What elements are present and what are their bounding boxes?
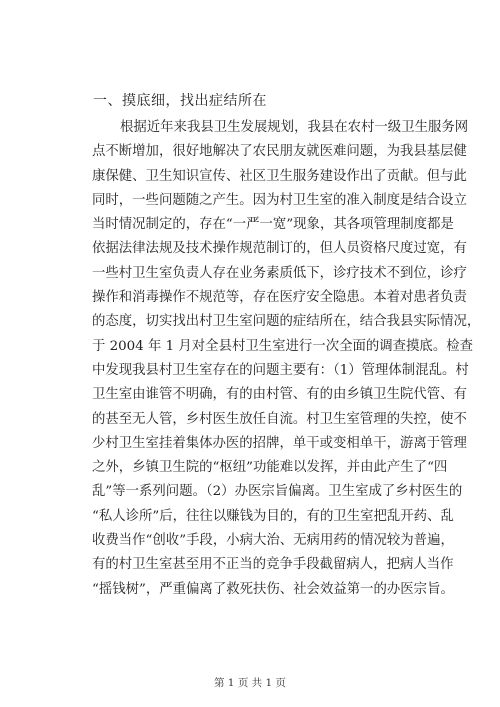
paragraph-line: 依据法律法规及技术操作规范制订的，但人员资格尺度过宽，有 [92, 241, 467, 257]
paragraph-line: 收费当作“创收”手段，小病大治、无病用药的情况较为普遍， [92, 533, 454, 549]
paragraph-line: “私人诊所”后，往往以赚钱为目的，有的卫生室把乱开药、乱 [92, 508, 454, 524]
paragraph-line: 一些村卫生室负责人存在业务素质低下，诊疗技术不到位，诊疗 [92, 265, 467, 281]
paragraph-line: 少村卫生室挂着集体办医的招牌，单干或变相单干，游离于管理 [92, 435, 467, 451]
section-heading: 一、摸底细，找出症结所在 [93, 93, 267, 109]
paragraph-line: 之外，乡镇卫生院的“枢纽”功能难以发挥，并由此产生了“四 [92, 460, 448, 476]
paragraph-line: 乱”等一系列问题。（2）办医宗旨偏离。卫生室成了乡村医生的 [92, 484, 463, 500]
paragraph-line: 的态度，切实找出村卫生室问题的症结所在，结合我县实际情况， [92, 314, 481, 330]
paragraph-line: 有的村卫生室甚至用不正当的竞争手段截留病人，把病人当作 [92, 557, 454, 573]
paragraph-line: 同时，一些问题随之产生。因为村卫生室的准入制度是结合设立 [92, 192, 467, 208]
paragraph-line: 中发现我县村卫生室存在的问题主要有：（1）管理体制混乱。村 [92, 362, 469, 378]
paragraph [92, 116, 481, 602]
paragraph-line: 卫生室由谁管不明确，有的由村管、有的由乡镇卫生院代管、有 [92, 387, 467, 403]
page-number: 第 1 页 共 1 页 [213, 677, 287, 689]
paragraph-line: “摇钱树”，严重偏离了救死扶伤、社会效益第一的办医宗旨。 [92, 581, 454, 597]
paragraph-line: 康保健、卫生知识宣传、社区卫生服务建设作出了贡献。但与此 [92, 168, 467, 184]
paragraph-line: 点不断增加，很好地解决了农民朋友就医难问题，为我县基层健 [92, 144, 467, 160]
paragraph-line: 的甚至无人管，乡村医生放任自流。村卫生室管理的失控，使不 [92, 411, 467, 427]
paragraph-line: 操作和消毒操作不规范等，存在医疗安全隐患。本着对患者负责 [92, 290, 467, 306]
paragraph-line: 当时情况制定的，存在“一严一宽”现象，其各项管理制度都是 [92, 217, 454, 233]
paragraph-line: 于 2004 年 1 月对全县村卫生室进行一次全面的调查摸底。检查 [92, 338, 473, 354]
paragraph-line: 根据近年来我县卫生发展规划，我县在农村一级卫生服务网 [120, 120, 469, 135]
